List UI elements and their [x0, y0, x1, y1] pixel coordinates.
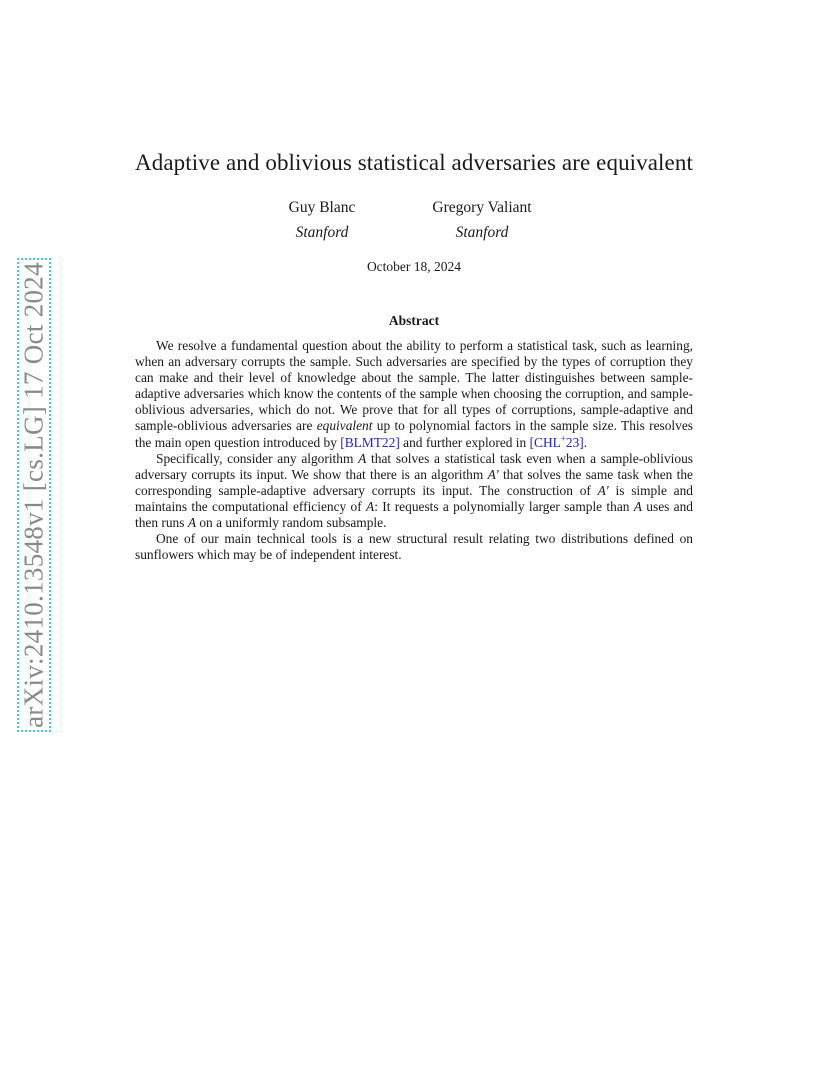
- abstract-paragraph: One of our main technical tools is a new structural result relating two distributions defined on sunflowers which may be of independent interest.: [135, 531, 693, 563]
- arxiv-identifier: arXiv:2410.13548v1 [cs.LG] 17 Oct 2024: [18, 262, 49, 728]
- paper-date: October 18, 2024: [366, 259, 462, 274]
- abstract-text: that solves the same task when the corresponding sample-adaptive adversary corrupts its input. The construction of: [135, 466, 693, 498]
- citation-superscript: +: [560, 433, 566, 444]
- author-name: Guy Blanc: [288, 199, 356, 216]
- citation-link-chl23[interactable]: [530, 435, 584, 450]
- abstract-text: We resolve a fundamental question about the ability to perform a statistical task, such as learning, when an adversary corrupts the sample. Such adversaries are specified by the types of corruption they can make and their level of knowledge about the sample. The latter distinguishes between sample-adaptive adversaries which know the contents of the sample when choosing the corruption, and sample-oblivious adversaries, which do not. We prove that for all types of corruptions, sample-adaptive and sample-oblivious adversaries are: [135, 338, 693, 434]
- math-symbol: A: [633, 498, 642, 514]
- abstract-text: is simple and maintains the computational efficiency of: [135, 482, 694, 514]
- author-block: [382, 199, 582, 242]
- math-symbol: A′: [597, 482, 609, 498]
- math-symbol: A′: [487, 466, 499, 482]
- citation-text: [CHL: [529, 434, 561, 450]
- abstract-text: Specifically, consider any algorithm: [156, 450, 359, 466]
- author-name: Gregory Valiant: [432, 199, 532, 216]
- abstract-heading: Abstract: [388, 313, 440, 328]
- math-symbol: A: [366, 498, 375, 514]
- abstract-paragraph: [135, 338, 693, 451]
- author-affiliation: Stanford: [455, 224, 509, 241]
- abstract-text: : It requests a polynomially larger sample than: [374, 498, 634, 514]
- math-symbol: A: [358, 450, 367, 466]
- math-symbol: A: [187, 515, 196, 531]
- paper-title: Adaptive and oblivious statistical adversaries are equivalent: [135, 150, 693, 175]
- abstract-text: uses and then runs: [135, 498, 693, 531]
- citation-text: 23]: [565, 434, 584, 450]
- abstract-text: up to polynomial factors in the sample size. This resolves the main open question introduced by: [135, 418, 693, 450]
- abstract-paragraph: [135, 451, 693, 531]
- emphasis-text: equivalent: [316, 418, 373, 434]
- abstract-text: and further explored in: [399, 434, 530, 450]
- abstract-text: .: [583, 434, 588, 450]
- author-affiliation: Stanford: [295, 224, 349, 241]
- citation-link-blmt22[interactable]: [BLMT22]: [340, 434, 400, 450]
- abstract-text: on a uniformly random subsample.: [196, 515, 387, 531]
- abstract-text: that solves a statistical task even when a sample-oblivious adversary corrupts its input. We show that there is an algorithm: [135, 450, 693, 482]
- abstract-body: [135, 338, 693, 563]
